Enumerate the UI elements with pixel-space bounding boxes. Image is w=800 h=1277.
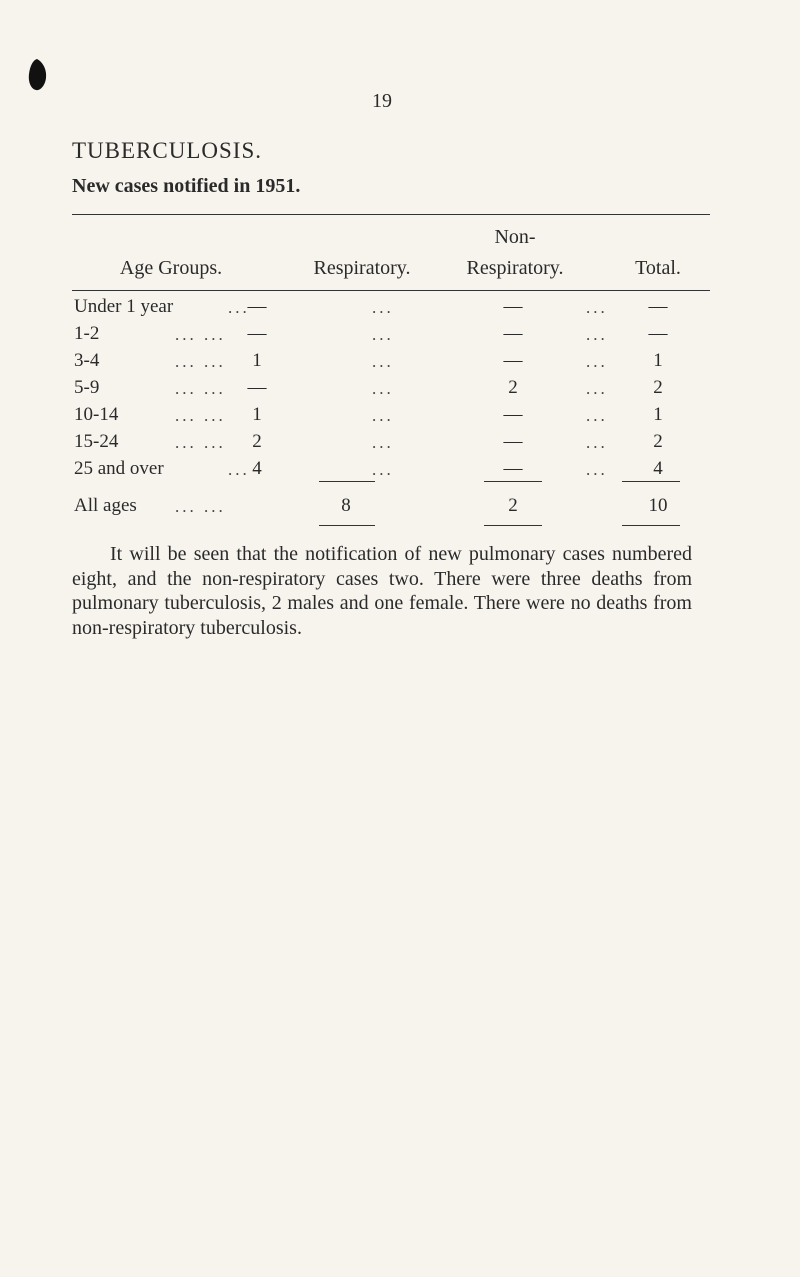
leader-dots: ... [228, 298, 250, 317]
leader-dots: ... [372, 352, 394, 371]
respiratory-value: 4 [252, 458, 262, 479]
sum-rule [319, 525, 375, 526]
leader-dots: ... [372, 379, 394, 398]
respiratory-value: 1 [252, 404, 262, 425]
table-top-rule [72, 214, 710, 215]
age-group-label: 5-9 [74, 377, 100, 398]
leader-dots: ... [586, 406, 608, 425]
leader-dots: ... ... [175, 433, 226, 452]
total-value: 2 [653, 431, 663, 452]
table-header-rule [72, 290, 710, 291]
page-subtitle: New cases notified in 1951. [72, 175, 301, 197]
header-non-respiratory-line2: Respiratory. [466, 257, 564, 279]
respiratory-value: — [247, 323, 267, 344]
age-group-label: Under 1 year [74, 296, 174, 317]
respiratory-value: — [247, 296, 267, 317]
sum-rule [622, 481, 680, 482]
leader-dots: ... ... [175, 379, 226, 398]
ink-blot-icon [26, 58, 48, 92]
total-value: 1 [653, 350, 663, 371]
total-value: — [648, 323, 668, 344]
age-group-label: 3-4 [74, 350, 100, 371]
respiratory-value: 1 [252, 350, 262, 371]
page-number: 19 [372, 90, 392, 112]
non-respiratory-value: — [503, 350, 523, 371]
sum-rule [484, 525, 542, 526]
header-respiratory: Respiratory. [313, 257, 411, 279]
total-value: 1 [653, 404, 663, 425]
leader-dots: ... [372, 325, 394, 344]
non-respiratory-value: — [503, 458, 523, 479]
leader-dots: ... ... [175, 325, 226, 344]
sum-rule [622, 525, 680, 526]
total-value: 2 [653, 377, 663, 398]
sum-rule [484, 481, 542, 482]
non-respiratory-total: 2 [508, 495, 518, 516]
leader-dots: ... ... [175, 497, 226, 516]
respiratory-total: 8 [341, 495, 351, 516]
age-group-label: 15-24 [74, 431, 119, 452]
non-respiratory-value: — [503, 323, 523, 344]
summary-paragraph: It will be seen that the notification of new pulmonary cases numbered eight, and the non-respiratory cases two. There were three deaths from pulmonary tuberculosis, 2 males and one female. There were no deaths from non-respiratory tuberculosis. [72, 543, 692, 639]
age-group-label: 10-14 [74, 404, 119, 425]
respiratory-value: 2 [252, 431, 262, 452]
total-value: — [648, 296, 668, 317]
leader-dots: ... ... [175, 352, 226, 371]
grand-total: 10 [648, 495, 668, 516]
non-respiratory-value: — [503, 296, 523, 317]
non-respiratory-value: — [503, 431, 523, 452]
header-non-respiratory-line1: Non- [494, 226, 536, 248]
leader-dots: ... [228, 460, 250, 479]
age-group-label: 25 and over [74, 458, 164, 479]
leader-dots: ... [372, 406, 394, 425]
header-total: Total. [635, 257, 681, 279]
leader-dots: ... [586, 298, 608, 317]
age-group-label: 1-2 [74, 323, 100, 344]
leader-dots: ... [586, 460, 608, 479]
leader-dots: ... [372, 460, 394, 479]
leader-dots: ... ... [175, 406, 226, 425]
leader-dots: ... [372, 433, 394, 452]
leader-dots: ... [586, 379, 608, 398]
respiratory-value: — [247, 377, 267, 398]
page-title: TUBERCULOSIS. [72, 138, 262, 163]
leader-dots: ... [586, 433, 608, 452]
total-value: 4 [653, 458, 663, 479]
non-respiratory-value: 2 [508, 377, 518, 398]
non-respiratory-value: — [503, 404, 523, 425]
leader-dots: ... [372, 298, 394, 317]
sum-rule [319, 481, 375, 482]
all-ages-label: All ages [74, 495, 137, 516]
leader-dots: ... [586, 352, 608, 371]
leader-dots: ... [586, 325, 608, 344]
header-age-groups: Age Groups. [119, 257, 223, 279]
